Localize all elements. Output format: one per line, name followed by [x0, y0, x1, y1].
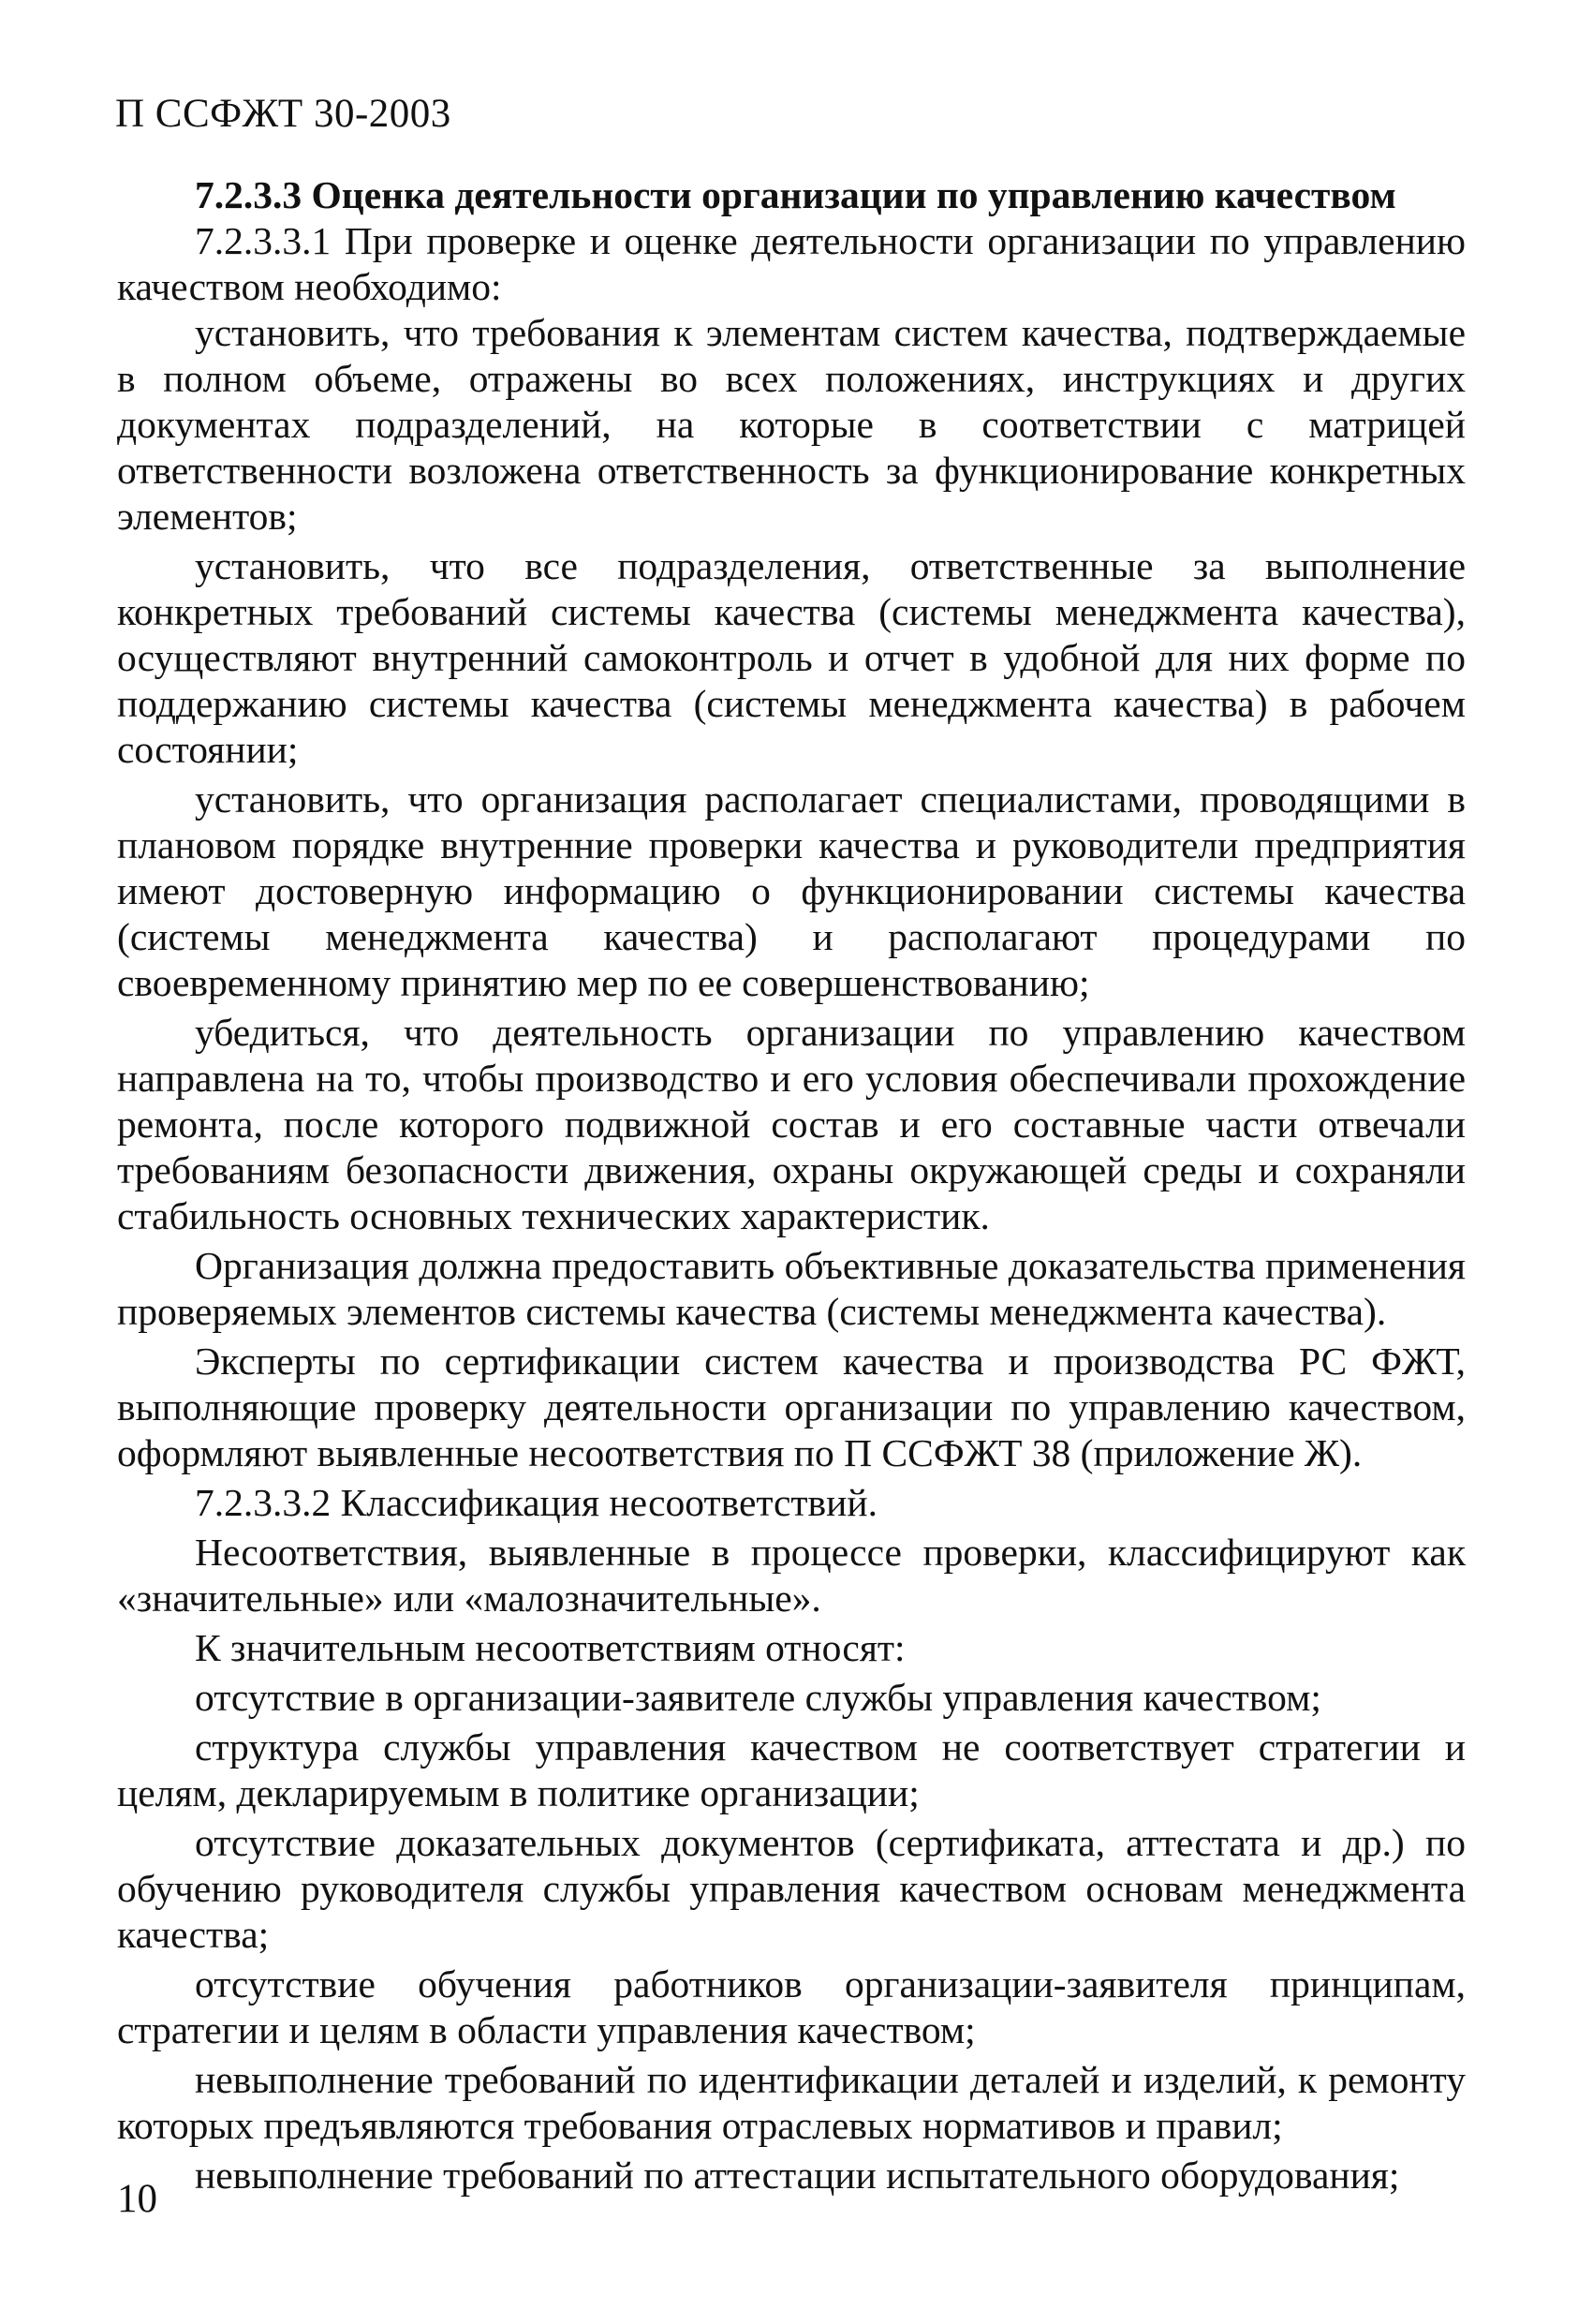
paragraph-classification: Несоответствия, выявленные в процессе проверки, классифицируют как «значительные» или «малозначительные». [117, 1531, 1466, 1620]
document-code-header: П ССФЖТ 30-2003 [115, 92, 451, 136]
list-item: отсутствие обучения работников организации-заявителя принципам, стратегии и целям в области управления качеством; [117, 1962, 1466, 2051]
list-item: отсутствие в организации-заявителе службы управления качеством; [195, 1676, 1321, 1719]
list-item: невыполнение требований по идентификации деталей и изделий, к ремонту которых предъявляются требования отраслевых нормативов и правил; [117, 2058, 1466, 2147]
page-number: 10 [117, 2177, 157, 2221]
list-item: невыполнение требований по аттестации испытательного оборудования; [195, 2154, 1400, 2197]
paragraph-requirement: установить, что организация располагает специалистами, проводящими в плановом порядке внутренние проверки качества и руководители предприятия имеют достоверную информацию о функционировании системы качества (системы менеджмента качества) и располагают процедурами по своевременному принятию мер по ее совершенствованию; [117, 777, 1466, 1004]
paragraph-intro: 7.2.3.3.1 При проверке и оценке деятельности организации по управлению качеством необходимо: [117, 219, 1466, 308]
subsection-heading: 7.2.3.3.2 Классификация несоответствий. [195, 1481, 878, 1524]
paragraph-list-intro: К значительным несоответствиям относят: [195, 1626, 906, 1669]
list-item: отсутствие доказательных документов (сертификата, аттестата и др.) по обучению руководителя службы управления качеством основам менеджмента качества; [117, 1821, 1466, 1956]
section-heading: 7.2.3.3 Оценка деятельности организации по управлению качеством [195, 173, 1396, 216]
paragraph-requirement: установить, что все подразделения, ответственные за выполнение конкретных требований системы качества (системы менеджмента качества), осуществляют внутренний самоконтроль и отчет в удобной для них форме по поддержанию системы качества (системы менеджмента качества) в рабочем состоянии; [117, 544, 1466, 771]
list-item: структура службы управления качеством не соответствует стратегии и целям, декларируемым в политике организации; [117, 1725, 1466, 1814]
paragraph-requirement: установить, что требования к элементам систем качества, подтверждаемые в полном объеме, отражены во всех положениях, инструкциях и других документах подразделений, на которые в соответствии с матрицей ответственности возложена ответственность за функционирование конкретных элементов; [117, 311, 1466, 538]
paragraph-evidence: Организация должна предоставить объективные доказательства применения проверяемых элементов системы качества (системы менеджмента качества). [117, 1244, 1466, 1333]
paragraph-experts: Эксперты по сертификации систем качества и производства РС ФЖТ, выполняющие проверку деятельности организации по управлению качеством, оформляют выявленные несоответствия по П ССФЖТ 38 (приложение Ж). [117, 1340, 1466, 1474]
paragraph-requirement: убедиться, что деятельность организации по управлению качеством направлена на то, чтобы производство и его условия обеспечивали прохождение ремонта, после которого подвижной состав и его составные части отвечали требованиям безопасности движения, охраны окружающей среды и сохраняли стабильность основных технических характеристик. [117, 1011, 1466, 1237]
document-body [117, 172, 1466, 2202]
